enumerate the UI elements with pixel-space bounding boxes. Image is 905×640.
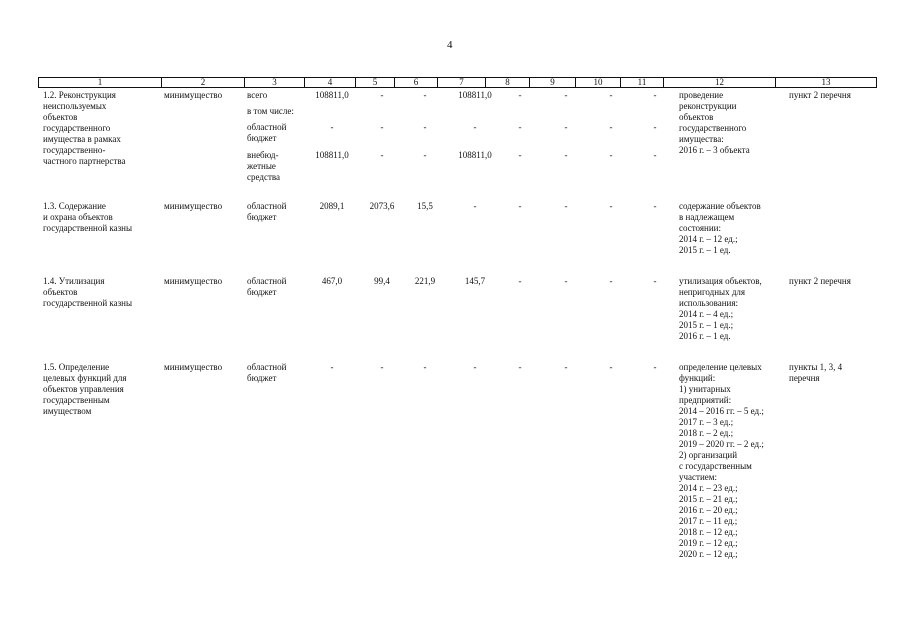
row-1-2-name: 1.2. Реконструкция неиспользуемых объектов государственного имущества в рамках государственно- частного партнерства: [43, 90, 126, 166]
row-1-2-result: проведение реконструкции объектов государственного имущества: 2016 г. – 3 объекта: [679, 90, 750, 155]
row-1-4-col6: 221,9: [414, 276, 436, 286]
row-1-4-col8: -: [518, 276, 522, 286]
row-1-2-regional-col7: -: [473, 122, 477, 132]
row-1-5-col5: -: [380, 362, 384, 372]
header-col-10: 10: [576, 78, 621, 88]
row-1-5-col9: -: [564, 362, 568, 372]
row-1-4-executor: минимущество: [164, 276, 223, 286]
row-1-2-extrabudget-col5: -: [380, 150, 384, 160]
row-1-3-col7: -: [473, 201, 477, 211]
header-col-6: 6: [395, 78, 438, 88]
row-1-2-regional-col11: -: [653, 122, 657, 132]
row-1-2-total-col4: 108811,0: [315, 90, 349, 100]
row-1-4-col7: 145,7: [464, 276, 486, 286]
row-1-4-target: пункт 2 перечня: [789, 276, 851, 286]
row-1-3-col4: 2089,1: [319, 201, 345, 211]
row-1-2-target: пункт 2 перечня: [789, 90, 851, 100]
row-1-2-regional-col5: -: [380, 122, 384, 132]
header-col-5: 5: [356, 78, 395, 88]
row-1-2-extrabudget-col8: -: [518, 150, 522, 160]
row-1-2-extrabudget-col9: -: [564, 150, 568, 160]
header-col-9: 9: [530, 78, 576, 88]
row-1-4-name: 1.4. Утилизация объектов государственной казны: [43, 276, 133, 308]
row-1-5-name: 1.5. Определение целевых функций для объектов управления государственным имуществом: [43, 362, 127, 416]
row-1-2-total-col10: -: [609, 90, 613, 100]
row-1-3-col11: -: [653, 201, 657, 211]
row-1-4-result: утилизация объектов, непригодных для использования: 2014 г. – 4 ед.; 2015 г. – 1 ед.; 2016 г. – 1 ед.: [679, 276, 762, 341]
row-1-2-regional-col10: -: [609, 122, 613, 132]
row-1-3-col10: -: [609, 201, 613, 211]
header-col-4: 4: [305, 78, 356, 88]
row-1-2-total-col8: -: [518, 90, 522, 100]
row-1-2-regional-col4: -: [330, 122, 334, 132]
row-1-2-total-col9: -: [564, 90, 568, 100]
row-1-5-col6: -: [423, 362, 427, 372]
row-1-2-total-col6: -: [423, 90, 427, 100]
header-col-11: 11: [621, 78, 664, 88]
row-1-2-regional-col8: -: [518, 122, 522, 132]
row-1-3-executor: минимущество: [164, 201, 223, 211]
row-1-2-total-col11: -: [653, 90, 657, 100]
row-1-2-total-col7: 108811,0: [458, 90, 492, 100]
row-1-4-col9: -: [564, 276, 568, 286]
header-col-2: 2: [162, 78, 245, 88]
row-1-3-col5: 2073,6: [369, 201, 395, 211]
row-1-4-col5: 99,4: [374, 276, 390, 286]
row-1-2-source-total: всего: [247, 90, 268, 100]
row-1-3-result: содержание объектов в надлежащем состоянии: 2014 г. – 12 ед.; 2015 г. – 1 ед.: [679, 201, 761, 255]
row-1-2-executor: минимущество: [164, 90, 223, 100]
row-1-2-extrabudget-col7: 108811,0: [458, 150, 492, 160]
row-1-5-result: определение целевых функций: 1) унитарных предприятий: 2014 – 2016 гг. – 5 ед.; 2017 г. – 3 ед.; 2018 г. – 2 ед.; 2019 – 2020 гг. – 2 ед.; 2) организаций с государственным участием: 2014 г. – 23 ед.; 2015 г. – 21 ед.; 2016 г. – 20 ед.; 2017 г. – 11 ед.; 2018 г. – 12 ед.; 2019 г. – 12 ед.; 2020 г. – 12 ед.;: [679, 362, 764, 559]
row-1-3-col8: -: [518, 201, 522, 211]
row-1-5-col7: -: [473, 362, 477, 372]
header-col-3: 3: [245, 78, 305, 88]
row-1-4-source-regional: областной бюджет: [247, 276, 287, 297]
row-1-5-source-regional: областной бюджет: [247, 362, 287, 383]
row-1-5-executor: минимущество: [164, 362, 223, 372]
column-number-header: [38, 77, 877, 88]
header-col-7: 7: [438, 78, 486, 88]
page-number: 4: [447, 39, 453, 51]
row-1-2-total-col5: -: [380, 90, 384, 100]
row-1-2-source-including: в том числе:: [247, 106, 294, 116]
row-1-2-source-regional: областной бюджет: [247, 122, 287, 143]
row-1-2-extrabudget-col10: -: [609, 150, 613, 160]
row-1-3-source-regional: областной бюджет: [247, 201, 287, 222]
row-1-5-col8: -: [518, 362, 522, 372]
header-col-1: 1: [39, 78, 162, 88]
row-1-3-name: 1.3. Содержание и охрана объектов государственной казны: [43, 201, 133, 233]
row-1-2-extrabudget-col11: -: [653, 150, 657, 160]
header-col-8: 8: [486, 78, 530, 88]
row-1-5-col10: -: [609, 362, 613, 372]
row-1-3-col6: 15,5: [417, 201, 433, 211]
row-1-2-regional-col9: -: [564, 122, 568, 132]
row-1-3-col9: -: [564, 201, 568, 211]
row-1-4-col11: -: [653, 276, 657, 286]
row-1-4-col10: -: [609, 276, 613, 286]
row-1-5-col4: -: [330, 362, 334, 372]
row-1-4-col4: 467,0: [321, 276, 343, 286]
header-col-13: 13: [776, 78, 877, 88]
row-1-2-extrabudget-col4: 108811,0: [315, 150, 349, 160]
header-col-12: 12: [664, 78, 776, 88]
row-1-5-col11: -: [653, 362, 657, 372]
row-1-2-source-extrabudget: внебюд- жетные средства: [247, 150, 281, 182]
row-1-5-target: пункты 1, 3, 4 перечня: [789, 362, 843, 383]
row-1-2-regional-col6: -: [423, 122, 427, 132]
row-1-2-extrabudget-col6: -: [423, 150, 427, 160]
